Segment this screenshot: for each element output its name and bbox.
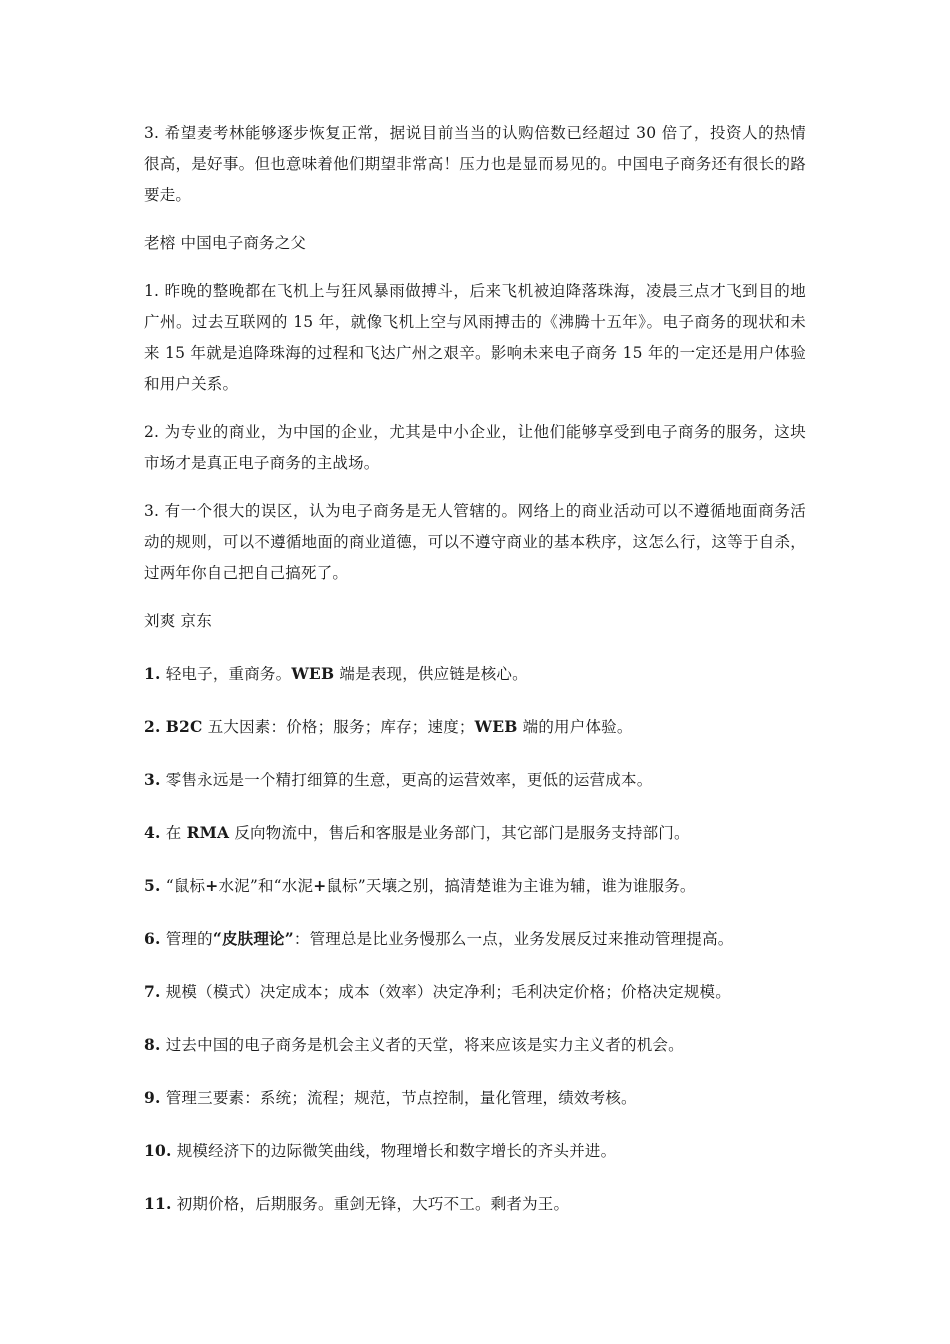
item-number: 9. bbox=[144, 1088, 161, 1107]
list-item: 1. 轻电子，重商务。WEB 端是表现，供应链是核心。 bbox=[144, 664, 528, 683]
item-number: 6. bbox=[144, 929, 161, 948]
document-page bbox=[144, 118, 806, 1220]
list-item: 8. 过去中国的电子商务是机会主义者的天堂，将来应该是实力主义者的机会。 bbox=[144, 1035, 684, 1054]
paragraph-laorong-1: 1. 昨晚的整晚都在飞机上与狂风暴雨做搏斗，后来飞机被迫降落珠海，凌晨三点才飞到目的地广州。过去互联网的 15 年，就像飞机上空与风雨搏击的《沸腾十五年》。电子商务的现状和未来 15 年就是追降珠海的过程和飞达广州之艰辛。影响未来电子商务 15 年的一定还是用户体验和用户关系。 bbox=[144, 282, 806, 393]
list-item: 6. 管理的“皮肤理论”：管理总是比业务慢那么一点，业务发展反过来推动管理提高。 bbox=[144, 929, 734, 948]
item-number: 2. bbox=[144, 717, 161, 736]
item-number: 7. bbox=[144, 982, 161, 1001]
item-number: 1. bbox=[144, 664, 161, 683]
list-item: 4. 在 RMA 反向物流中，售后和客服是业务部门，其它部门是服务支持部门。 bbox=[144, 823, 690, 842]
list-item: 11. 初期价格，后期服务。重剑无锋，大巧不工。剩者为王。 bbox=[144, 1194, 570, 1213]
paragraph-laorong-3: 3. 有一个很大的误区，认为电子商务是无人管辖的。网络上的商业活动可以不遵循地面商务活动的规则，可以不遵循地面的商业道德，可以不遵守商业的基本秩序，这怎么行，这等于自杀，过两年你自己把自己搞死了。 bbox=[144, 502, 806, 582]
list-item: 5. “鼠标+水泥”和“水泥+鼠标”天壤之别，搞清楚谁为主谁为辅，谁为谁服务。 bbox=[144, 876, 696, 895]
item-number: 8. bbox=[144, 1035, 161, 1054]
item-number: 3. bbox=[144, 770, 161, 789]
speaker-laorong: 老榕 中国电子商务之父 bbox=[144, 234, 307, 252]
item-number: 10. bbox=[144, 1141, 172, 1160]
list-item: 7. 规模（模式）决定成本；成本（效率）决定净利；毛利决定价格；价格决定规模。 bbox=[144, 982, 731, 1001]
list-item: 10. 规模经济下的边际微笑曲线，物理增长和数字增长的齐头并进。 bbox=[144, 1141, 617, 1160]
list-item: 3. 零售永远是一个精打细算的生意，更高的运营效率，更低的运营成本。 bbox=[144, 770, 653, 789]
item-number: 4. bbox=[144, 823, 161, 842]
item-number: 11. bbox=[144, 1194, 172, 1213]
list-item: 2. B2C 五大因素：价格；服务；库存；速度；WEB 端的用户体验。 bbox=[144, 717, 633, 736]
list-item: 9. 管理三要素：系统；流程；规范，节点控制，量化管理，绩效考核。 bbox=[144, 1088, 637, 1107]
speaker-liushuang: 刘爽 京东 bbox=[144, 612, 212, 630]
item-number: 5. bbox=[144, 876, 161, 895]
paragraph-laorong-2: 2. 为专业的商业，为中国的企业，尤其是中小企业，让他们能够享受到电子商务的服务，这块市场才是真正电子商务的主战场。 bbox=[144, 423, 806, 472]
paragraph-maikaolin-3: 3. 希望麦考林能够逐步恢复正常，据说目前当当的认购倍数已经超过 30 倍了，投资人的热情很高，是好事。但也意味着他们期望非常高！压力也是显而易见的。中国电子商务还有很长的路要走。 bbox=[144, 124, 806, 204]
